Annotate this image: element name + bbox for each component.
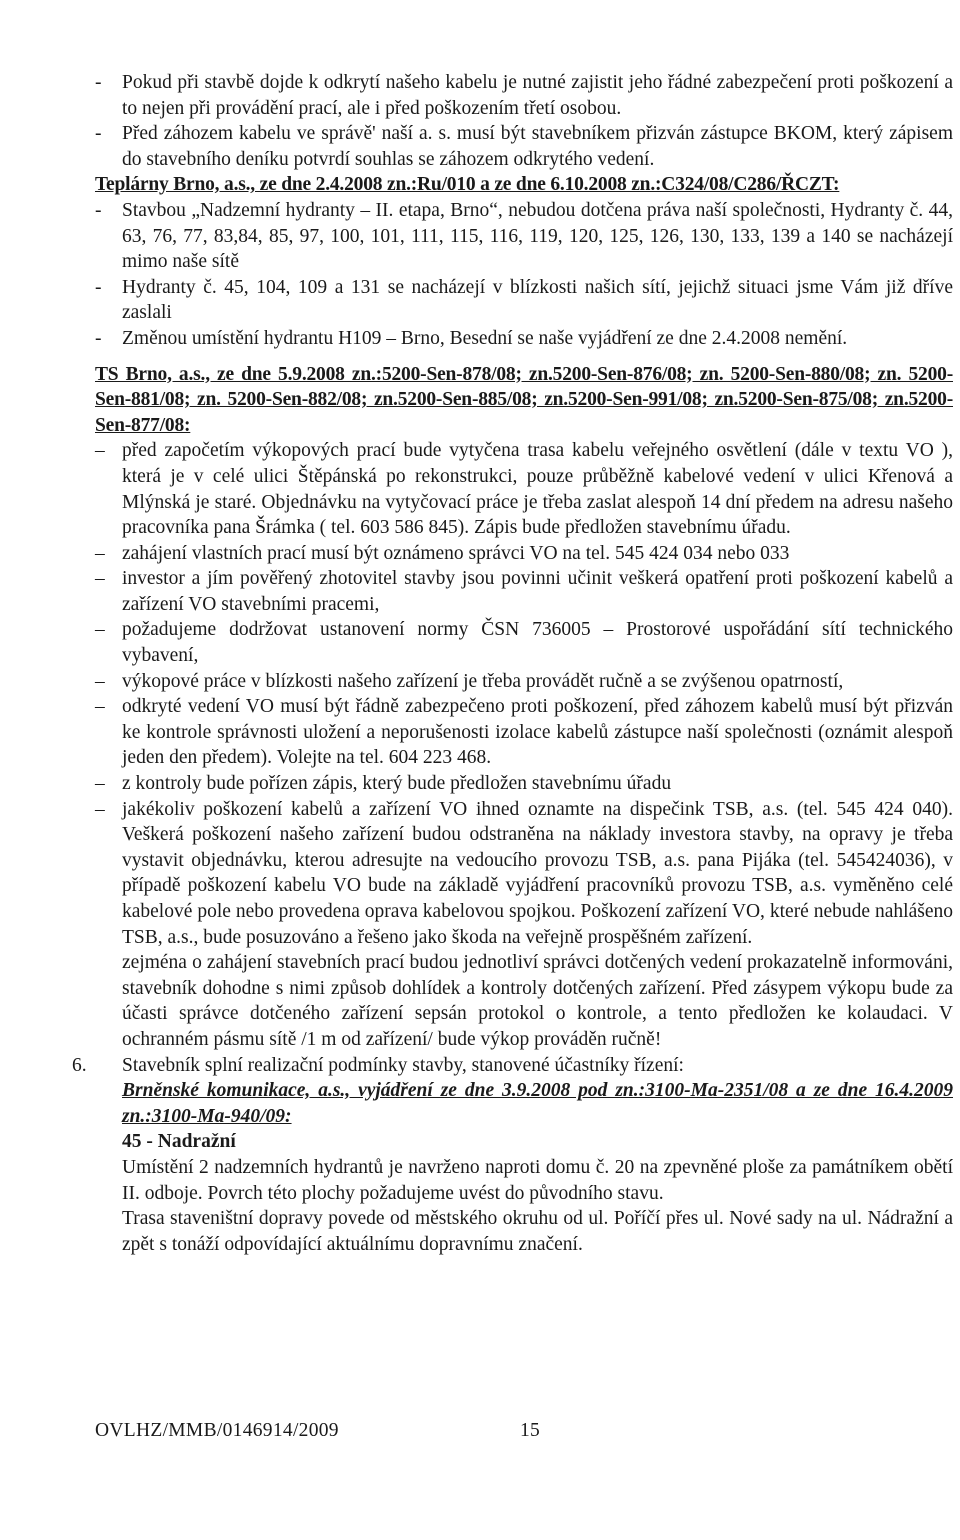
- paragraph: Trasa staveništní dopravy povede od městského okruhu od ul. Poříčí přes ul. Nové sady na ul. Nádražní a zpět s tonáží odpovídající aktuálnímu dopravnímu značení.: [122, 1208, 953, 1255]
- list-item: – zahájení vlastních prací musí být oznámeno správci VO na tel. 545 424 034 nebo 033: [95, 542, 790, 564]
- list-item: – před započetím výkopových prací bude vytyčena trasa kabelu veřejného osvětlení (dále v textu VO ), která je v celé ulici Štěpánská po rekonstrukci, pouze průběžně kabelové vedení v ulici Křenová a Mlýnská je staré. Objednávku na vytyčovací práce je třeba zaslat alespoň 14 dní předem na adresu našeho pracovníka pana Šrámka ( tel. 603 586 845). Zápis bude předložen stavebnímu úřadu.: [95, 440, 953, 539]
- list-item: - Hydranty č. 45, 104, 109 a 131 se nacházejí v blízkosti našich sítí, jejichž situaci jsme Vám již dříve zaslali: [95, 276, 953, 324]
- page-number: 15: [520, 1420, 541, 1441]
- list-item: - Pokud při stavbě dojde k odkrytí našeho kabelu je nutné zajistit jeho řádné zabezpečení proti poškození a to nejen při provádění prací, ale i před poškozením třetí osobou.: [95, 72, 953, 119]
- document-reference: OVLHZ/MMB/0146914/2009: [95, 1420, 339, 1441]
- list-item: – odkryté vedení VO musí být řádně zabezpečeno proti poškození, před záhozem kabelů musí být přizván ke kontrole správnosti uložení a neporušenosti izolace kabelů zástupce naší společnosti (oznámit alespoň jeden den předem). Volejte na tel. 604 223 468.: [95, 696, 953, 769]
- section-heading-ts-brno: TS Brno, a.s., ze dne 5.9.2008 zn.:5200-Sen-878/08; zn.5200-Sen-876/08; zn. 5200-Sen-880/08; zn. 5200-Sen-881/08; zn. 5200-Sen-882/08; zn.5200-Sen-885/08; zn.5200-Sen-991/08; zn.5200-Sen-875/08; zn.5200-Sen-877/08:: [95, 363, 953, 436]
- section-cable-protection: [72, 70, 953, 1257]
- section-heading-teplarny: Teplárny Brno, a.s., ze dne 2.4.2008 zn.:Ru/010 a ze dne 6.10.2008 zn.:C324/08/C286/ŘCZT:: [95, 174, 840, 196]
- paragraph: Umístění 2 nadzemních hydrantů je navrženo naproti domu č. 20 na zpevněné ploše za památníkem obětí II. odboje. Povrch této plochy požadujeme uvést do původního stavu.: [122, 1156, 953, 1204]
- list-item: - Změnou umístění hydrantu H109 – Brno, Besední se naše vyjádření ze dne 2.4.2008 nemění.: [95, 327, 848, 349]
- list-item: – investor a jím pověřený zhotovitel stavby jsou povinni učinit veškerá opatření proti poškození kabelů a zařízení VO stavebními pracemi,: [95, 568, 953, 615]
- list-item: - Před záhozem kabelu ve správě' naší a. s. musí být stavebníkem přizván zástupce BKOM, který zápisem do stavebního deníku potvrdí souhlas se záhozem odkrytého vedení.: [95, 123, 953, 170]
- section-heading-brnenske-komunikace: Brněnské komunikace, a.s., vyjádření ze dne 3.9.2008 pod zn.:3100-Ma-2351/08 a ze dne 16.4.2009 zn.:3100-Ma-940/09:: [122, 1080, 953, 1127]
- list-item: - Stavbou „Nadzemní hydranty – II. etapa, Brno“, nebudou dotčena práva naší společnosti, Hydranty č. 44, 63, 76, 77, 83,84, 85, 97, 100, 101, 111, 115, 116, 119, 120, 125, 126, 130, 133, 139 a 140 se nacházejí mimo naše sítě: [95, 199, 953, 273]
- list-item: – výkopové práce v blízkosti našeho zařízení je třeba provádět ručně a se zvýšenou opatrností,: [95, 670, 844, 692]
- numbered-item-6: 6. Stavebník splní realizační podmínky stavby, stanovené účastníky řízení: Brněnské komunikace, a.s., vyjádření ze dne 3.9.2008 pod zn.:3100-Ma-2351/08 a ze dne 16.4.2009 zn.:3100-Ma-940/09: 45 - Nadražní Umístění 2 nadzemních hydrantů je navrženo naproti domu č. 20 na zpevněné ploše za památníkem obětí II. odboje. Povrch této plochy požadujeme uvést do původního stavu. Trasa staveništní dopravy povede od městského okruhu od ul. Poříčí přes ul. Nové sady na ul. Nádražní a zpět s tonáží odpovídající aktuálnímu dopravnímu značení.: [72, 1053, 953, 1258]
- list-item: – požadujeme dodržovat ustanovení normy ČSN 736005 – Prostorové uspořádání sítí technického vybavení,: [95, 619, 953, 667]
- paragraph: zejména o zahájení stavebních prací budou jednotliví správci dotčených vedení prokazatelně informováni, stavebník dohodne s nimi způsob dohlídek a kontroly dotčených zařízení. Před zásypem výkopu bude za účasti správce dotčeného zařízení sepsán protokol o kontrole, a tento předložen ke kolaudaci. V ochranném pásmu sítě /1 m od zařízení/ bude výkop prováděn ručně!: [122, 952, 953, 1050]
- list-item: – jakékoliv poškození kabelů a zařízení VO ihned oznamte na dispečink TSB, a.s. (tel. 545 424 040). Veškerá poškození našeho zařízení budou odstraněna na náklady investora stavby, na opravy je třeba vystavit objednávku, kterou adresujte na vedoucího provozu TSB, a.s. pana Pijáka (tel. 545424036), v případě poškození kabelu VO bude na základě vyjádření pracovníků provozu TSB, a.s. vyměněno celé kabelové pole nebo provedena oprava kabelovou spojkou. Poškození zařízení VO, které nebude nahlášeno TSB, a.s., bude posuzováno a řešeno jako škoda na veřejně prospěšném zařízení.: [95, 798, 953, 948]
- subheading-nadrazni: 45 - Nadražní: [122, 1131, 236, 1153]
- list-item: – z kontroly bude pořízen zápis, který bude předložen stavebnímu úřadu: [95, 773, 672, 795]
